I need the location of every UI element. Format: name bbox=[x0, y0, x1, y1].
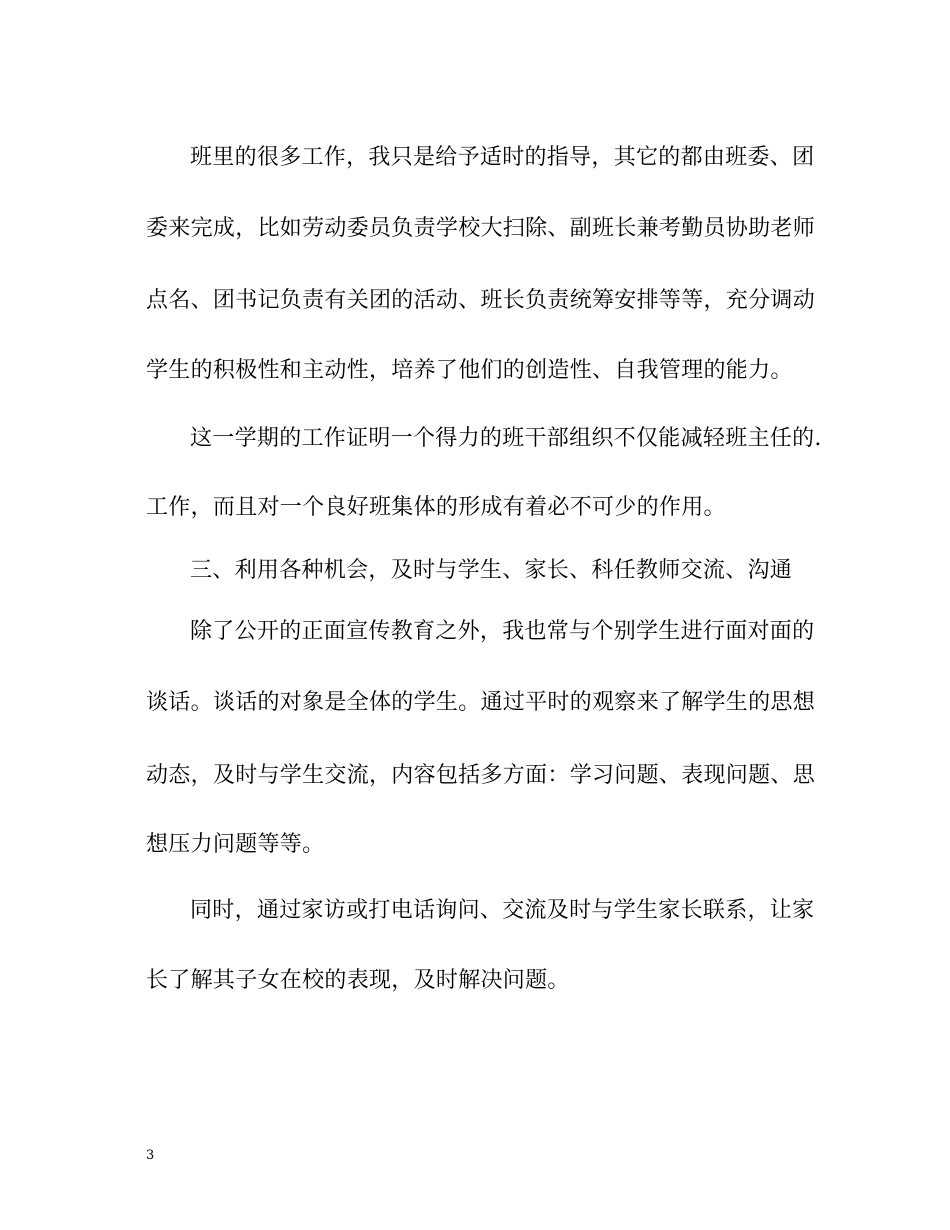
paragraph-line: 长了解其子女在校的表现，及时解决问题。 bbox=[146, 968, 570, 993]
paragraph-line: 这一学期的工作证明一个得力的班干部组织不仅能减轻班主任的. bbox=[190, 426, 822, 451]
page-number: 3 bbox=[146, 1148, 155, 1163]
paragraph-line: 点名、团书记负责有关团的活动、班长负责统筹安排等等，充分调动 bbox=[146, 288, 816, 313]
paragraph-line: 工作，而且对一个良好班集体的形成有着必不可少的作用。 bbox=[146, 495, 726, 520]
paragraph-line: 学生的积极性和主动性，培养了他们的创造性、自我管理的能力。 bbox=[146, 358, 793, 383]
paragraph-line: 想压力问题等等。 bbox=[146, 832, 325, 857]
paragraph-line: 同时，通过家访或打电话询问、交流及时与学生家长联系，让家 bbox=[190, 898, 815, 923]
paragraph-line: 班里的很多工作，我只是给予适时的指导，其它的都由班委、团 bbox=[190, 145, 815, 170]
paragraph-line: 委来完成，比如劳动委员负责学校大扫除、副班长兼考勤员协助老师 bbox=[146, 216, 816, 241]
paragraph-line: 除了公开的正面宣传教育之外，我也常与个别学生进行面对面的 bbox=[190, 619, 815, 644]
section-heading: 三、利用各种机会，及时与学生、家长、科任教师交流、沟通 bbox=[190, 558, 793, 583]
paragraph-line: 动态，及时与学生交流，内容包括多方面：学习问题、表现问题、思 bbox=[146, 763, 816, 788]
paragraph-line: 谈话。谈话的对象是全体的学生。通过平时的观察来了解学生的思想 bbox=[146, 690, 816, 715]
